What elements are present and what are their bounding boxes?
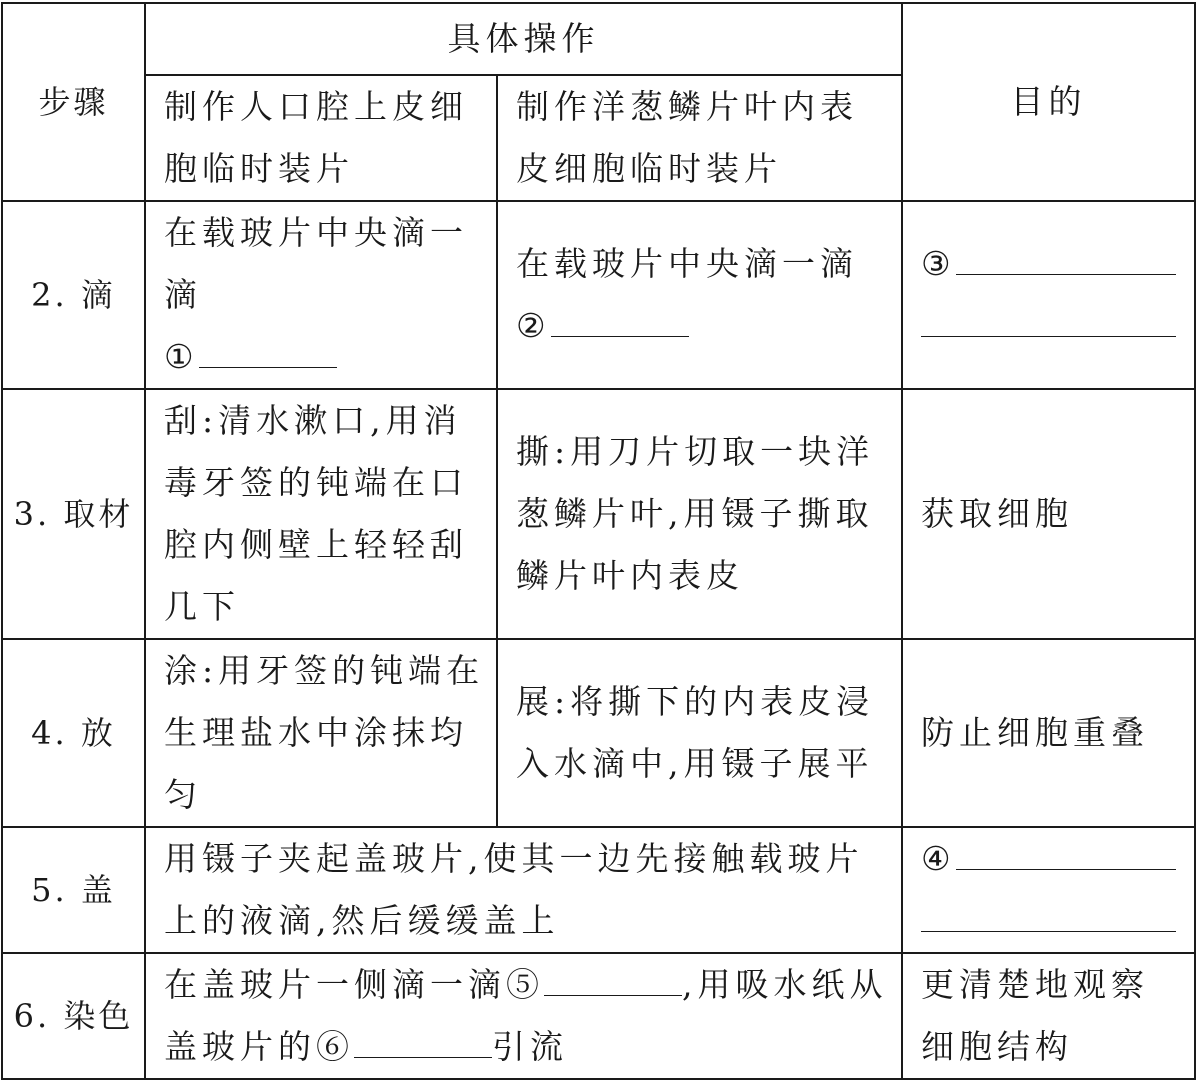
row-drop [2,201,1195,389]
answer-blank-2[interactable] [551,306,689,337]
header-cheek: 制作人口腔上皮细胞临时装片 [145,75,497,201]
answer-blank-5[interactable] [544,965,682,996]
onion-drop [497,201,902,389]
blank-2-mark: ② [516,306,551,345]
step-place: 4. 放 [2,639,145,827]
onion-place: 展:将撕下的内表皮浸入水滴中,用镊子展平 [497,639,902,827]
answer-blank-4[interactable] [956,839,1176,870]
stain-text-2: ,用吸水纸从盖玻片的⑥ [164,965,888,1066]
header-operation: 具体操作 [145,3,902,75]
step-cover: 5. 盖 [2,827,145,953]
onion-drop-text: 在载玻片中央滴一滴 [516,244,858,283]
experiment-table [1,2,1196,1080]
header-row-1 [2,3,1195,75]
header-purpose: 目的 [902,3,1195,201]
operation-stain [145,953,902,1079]
purpose-place: 防止细胞重叠 [902,639,1195,827]
step-take: 3. 取材 [2,389,145,639]
header-step: 步骤 [2,3,145,201]
row-stain [2,953,1195,1079]
header-onion: 制作洋葱鳞片叶内表皮细胞临时装片 [497,75,902,201]
answer-blank-3[interactable] [956,244,1176,275]
cheek-drop-text: 在载玻片中央滴一滴 [164,213,468,314]
purpose-cover [902,827,1195,953]
cheek-drop [145,201,497,389]
blank-3-mark: ③ [921,244,956,283]
row-cover [2,827,1195,953]
purpose-drop [902,201,1195,389]
stain-text-1: 在盖玻片一侧滴一滴⑤ [164,965,544,1004]
blank-1-mark: ① [164,337,199,376]
blank-4-mark: ④ [921,839,956,878]
purpose-take: 获取细胞 [902,389,1195,639]
answer-blank-1[interactable] [199,337,337,368]
cheek-place: 涂:用牙签的钝端在生理盐水中涂抹均匀 [145,639,497,827]
answer-blank-4-line-2[interactable] [921,901,1176,932]
step-stain: 6. 染色 [2,953,145,1079]
step-drop: 2. 滴 [2,201,145,389]
onion-take: 撕:用刀片切取一块洋葱鳞片叶,用镊子撕取鳞片叶内表皮 [497,389,902,639]
row-take [2,389,1195,639]
purpose-stain: 更清楚地观察细胞结构 [902,953,1195,1079]
row-place [2,639,1195,827]
stain-text-3: 引流 [492,1027,568,1066]
answer-blank-3-line-2[interactable] [921,306,1176,337]
operation-cover: 用镊子夹起盖玻片,使其一边先接触载玻片上的液滴,然后缓缓盖上 [145,827,902,953]
answer-blank-6[interactable] [354,1027,492,1058]
cheek-take: 刮:清水漱口,用消毒牙签的钝端在口腔内侧壁上轻轻刮几下 [145,389,497,639]
